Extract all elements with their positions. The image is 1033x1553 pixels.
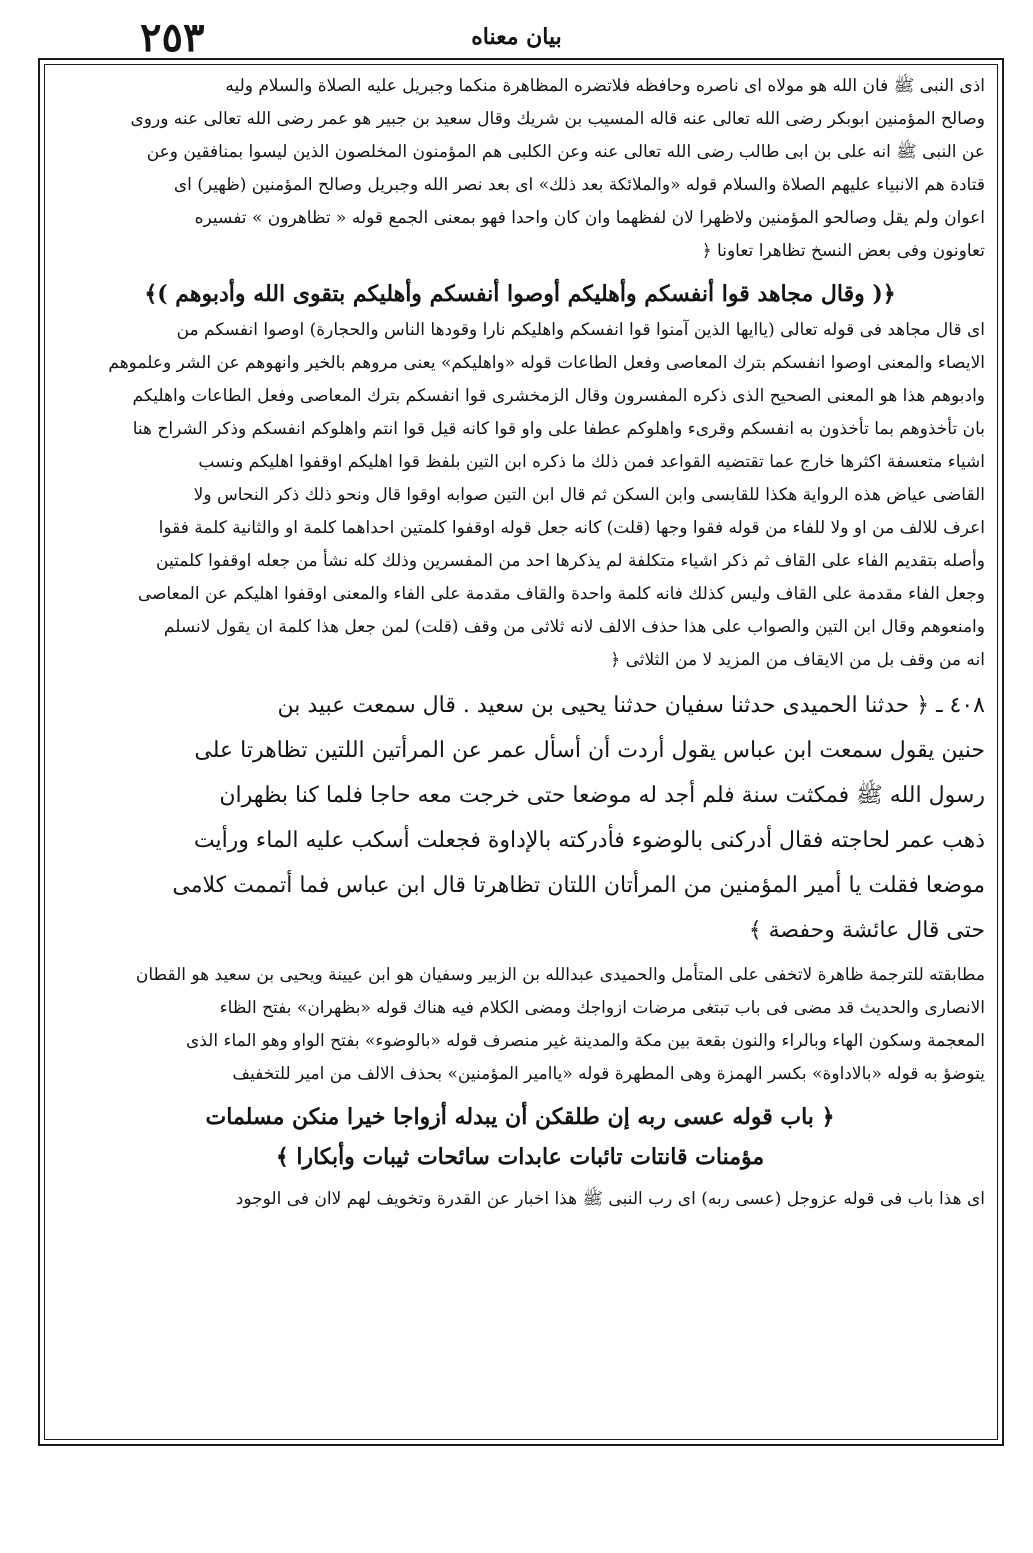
text-line: وأصله بتقديم الفاء على القاف ثم ذكر اشياء متكلفة لم يذكرها احد من المفسرين وذلك كله نشأ من جعله اوقفوا كلمتين [156, 551, 985, 571]
chapter-heading-line: مؤمنات قانتات تائبات عابدات سائحات ثيبات وأبكارا ﴾ [275, 1144, 765, 1170]
commentary-paragraph-2 [55, 314, 985, 677]
text-line: اذى النبى ﷺ فان الله هو مولاه اى ناصره وحافظه فلاتضره المظاهرة منكما وجبريل عليه الصلاة والسلام وليه [225, 76, 985, 96]
commentary-paragraph-1 [55, 70, 985, 268]
hadith-line: ذهب عمر لحاجته فقال أدركنى بالوضوء فأدركته بالإداوة فجعلت أسكب عليه الماء ورأيت [193, 828, 985, 853]
commentary-paragraph-4 [55, 1183, 985, 1216]
text-line: القاضى عياض هذه الرواية هكذا للقابسى وابن السكن ثم قال ابن التين صوابه اوقوا قال ونحو ذلك ذكر النحاس ولا [193, 485, 985, 505]
chapter-heading [55, 1097, 985, 1177]
hadith-line: موضعا فقلت يا أمير المؤمنين من المرأتان اللتان تظاهرتا قال ابن عباس فما أتممت كلامى [172, 873, 985, 898]
text-line: اشياء متعسفة اكثرها خارج عما تقتضيه القواعد فمن ذلك ما ذكره ابن التين بلفظ قوا اهليكم اوقفوا اهليكم ونسب [198, 452, 985, 472]
text-line: الايصاء والمعنى اوصوا انفسكم بترك المعاصى وفعل الطاعات قوله «واهليكم» يعنى مروهم بالخير وانهوهم عن الشر وعلموهم [108, 353, 985, 373]
text-line: قتادة هم الانبياء عليهم الصلاة والسلام قوله «والملائكة بعد ذلك» اى بعد نصر الله وجبريل وصالح المؤمنين (ظهير) اى [173, 175, 985, 195]
text-line: المعجمة وسكون الهاء وبالراء والنون بقعة بين مكة والمدينة غير منصرف قوله «بالوضوء» بفتح الواو وهو الماء الذى [185, 1031, 985, 1051]
text-line: يتوضؤ به قوله «بالاداوة» بكسر الهمزة وهى المطهرة قوله «ياامير المؤمنين» بحذف الالف من امير للتخفيف [232, 1064, 985, 1084]
text-line: وادبوهم هذا هو المعنى الصحيح الذى ذكره المفسرون وقال الزمخشرى قوا انفسكم بترك المعاصى وفعل الطاعات واهليكم [132, 386, 985, 406]
hadith-line: حنين يقول سمعت ابن عباس يقول أردت أن أسأل عمر عن المرأتين اللتين تظاهرتا على [194, 738, 985, 763]
section-heading-mujahid: ﴿( وقال مجاهد قوا أنفسكم وأهليكم أوصوا أنفسكم وأهليكم بتقوى الله وأدبوهم )﴾ [144, 281, 896, 307]
text-line: تعاونون وفى بعض النسخ تظاهرا تعاونا ﴿ [701, 241, 985, 261]
text-line: اى قال مجاهد فى قوله تعالى (ياايها الذين آمنوا قوا انفسكم واهليكم نارا وقودها الناس والحجارة) اوصوا انفسكم من [176, 320, 985, 340]
text-line: وامنعوهم وقال ابن التين والصواب على هذا حذف الالف لانه ثلاثى من وقف (قلت) لمن جعل هذا كلمة ان يقول لانسلم [163, 617, 985, 637]
hadith-line: ٤٠٨ ـ ﴿ حدثنا الحميدى حدثنا سفيان حدثنا يحيى بن سعيد . قال سمعت عبيد بن [277, 693, 985, 718]
text-line: عن النبى ﷺ انه على بن ابى طالب رضى الله تعالى عنه وعن الكلبى هم المؤمنون المخلصون الذين ليسوا بمنافقين وعن [146, 142, 985, 162]
body-text [55, 70, 985, 1222]
text-line: وصالح المؤمنين ابوبكر رضى الله تعالى عنه قاله المسيب بن شريك وقال سعيد بن جبير هو عمر رضى الله تعالى عنه وروى [130, 109, 985, 129]
text-line: اعوان ولم يقل وصالحو المؤمنين ولاظهرا لان لفظهما وان كان واحدا فهو بمعنى الجمع قوله « تظاهرون » تفسيره [194, 208, 985, 228]
hadith-408 [55, 683, 985, 953]
text-line: انه من وقف بل من الايقاف من المزيد لا من الثلاثى ﴿ [610, 650, 985, 670]
page-number: ٢٥٣ [140, 14, 205, 61]
chapter-heading-line: ﴿ باب قوله عسى ربه إن طلقكن أن يبدله أزواجا خيرا منكن مسلمات [205, 1104, 835, 1130]
text-line: اعرف للالف من او ولا للفاء من قوله فقوا وجها (قلت) كانه جعل قوله اوقفوا كلمتين احداهما كلمة او والثانية كلمة فقوا [158, 518, 985, 538]
text-line: اى هذا باب فى قوله عزوجل (عسى ربه) اى رب النبى ﷺ هذا اخبار عن القدرة وتخويف لهم لاان فى الوجود [235, 1189, 985, 1209]
hadith-line: رسول الله ﷺ فمكثت سنة فلم أجد له موضعا حتى خرجت معه حاجا فلما كنا بظهران [219, 783, 985, 808]
hadith-line: حتى قال عائشة وحفصة ﴾ [748, 918, 985, 943]
text-line: مطابقته للترجمة ظاهرة لاتخفى على المتأمل والحميدى عبدالله بن الزبير وسفيان هو ابن عيينة ويحيى بن سعيد هو القطان [135, 965, 985, 985]
commentary-paragraph-3 [55, 959, 985, 1091]
text-line: بان تأخذوهم بما تأخذون به انفسكم وقرىء واهلوكم عطفا على واو قوا كانه قيل قوا انتم واهلوكم انفسكم وذكر الشراح هنا [132, 419, 985, 439]
text-line: وجعل الفاء مقدمة على القاف وليس كذلك فانه كلمة واحدة والقاف مقدمة على الفاء والمعنى اوقفوا اهليكم عن المعاصى [137, 584, 985, 604]
running-title: بيان معناه [471, 24, 562, 50]
text-line: الانصارى والحديث قد مضى فى باب تبتغى مرضات ازواجك ومضى الكلام فيه هناك قوله «بظهران» بفتح الظاء [219, 998, 985, 1018]
